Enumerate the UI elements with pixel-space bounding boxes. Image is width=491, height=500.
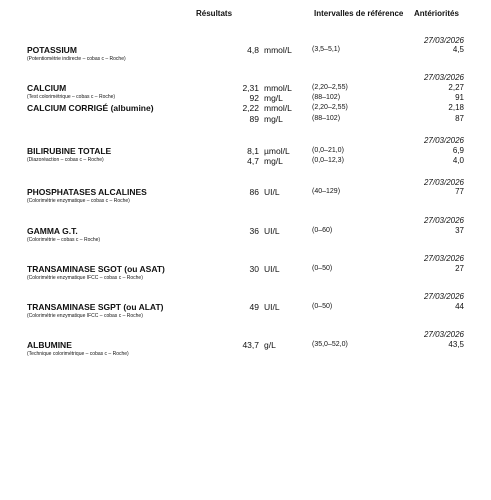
test-name: TRANSAMINASE SGOT (ou ASAT)	[27, 264, 165, 274]
result-value: 36	[249, 226, 259, 236]
reference-range: (35,0–52,0)	[312, 341, 348, 348]
reference-range: (88–102)	[312, 94, 341, 101]
result-value: 89	[249, 114, 259, 124]
result-unit: mg/L	[264, 93, 283, 103]
reference-range: (0–50)	[312, 265, 333, 272]
prior-date: 27/03/2026	[423, 73, 464, 82]
result-value: 43,7	[242, 340, 259, 350]
result-unit: UI/L	[264, 264, 280, 274]
reference-range: (40–129)	[312, 188, 341, 195]
prior-value: 2,27	[448, 83, 464, 92]
test-name: GAMMA G.T.	[27, 226, 78, 236]
prior-value: 87	[455, 114, 464, 123]
result-unit: mg/L	[264, 156, 283, 166]
prior-date: 27/03/2026	[423, 136, 464, 145]
result-value: 30	[249, 264, 259, 274]
result-unit: g/L	[264, 340, 276, 350]
prior-value: 44	[455, 302, 464, 311]
test-name: ALBUMINE	[27, 340, 72, 350]
result-unit: mmol/L	[264, 45, 292, 55]
test-method: (Technique colorimétrique – cobas c – Roche)	[27, 351, 129, 357]
test-method: (Diazoréaction – cobas c – Roche)	[27, 157, 104, 163]
prior-value: 27	[455, 264, 464, 273]
prior-value: 4,5	[452, 45, 464, 54]
result-unit: mg/L	[264, 114, 283, 124]
reference-range: (0,0–12,3)	[312, 157, 344, 164]
prior-date: 27/03/2026	[423, 330, 464, 339]
prior-date: 27/03/2026	[423, 292, 464, 301]
reference-range: (0–50)	[312, 303, 333, 310]
column-header-results: Résultats	[196, 9, 233, 18]
prior-value: 43,5	[448, 340, 464, 349]
result-unit: UI/L	[264, 187, 280, 197]
test-name: BILIRUBINE TOTALE	[27, 146, 112, 156]
prior-date: 27/03/2026	[423, 254, 464, 263]
column-header-prior: Antériorités	[414, 9, 459, 18]
result-unit: UI/L	[264, 302, 280, 312]
result-unit: mmol/L	[264, 83, 292, 93]
result-value: 2,22	[242, 103, 259, 113]
prior-date: 27/03/2026	[423, 216, 464, 225]
result-value: 4,8	[247, 45, 259, 55]
test-name: TRANSAMINASE SGPT (ou ALAT)	[27, 302, 164, 312]
prior-date: 27/03/2026	[423, 36, 464, 45]
prior-value: 2,18	[448, 103, 464, 112]
reference-range: (2,20–2,55)	[312, 104, 348, 111]
test-method: (Colorimétrie – cobas c – Roche)	[27, 237, 101, 243]
result-value: 92	[249, 93, 259, 103]
result-unit: UI/L	[264, 226, 280, 236]
test-method: (Colorimétrie enzymatique – cobas c – Roche)	[27, 198, 130, 204]
result-unit: µmol/L	[264, 146, 290, 156]
result-value: 8,1	[247, 146, 259, 156]
test-name: CALCIUM CORRIGÉ (albumine)	[27, 103, 154, 113]
test-method: (Potentiométrie indirecte – cobas c – Roche)	[27, 56, 126, 62]
prior-value: 91	[455, 93, 464, 102]
test-name: POTASSIUM	[27, 45, 77, 55]
result-value: 4,7	[247, 156, 259, 166]
result-value: 86	[249, 187, 259, 197]
prior-date: 27/03/2026	[423, 178, 464, 187]
test-method: (Colorimétrie enzymatique IFCC – cobas c – Roche)	[27, 275, 143, 281]
reference-range: (0,0–21,0)	[312, 147, 344, 154]
prior-value: 77	[455, 187, 464, 196]
reference-range: (3,5–5,1)	[312, 46, 341, 53]
reference-range: (2,20–2,55)	[312, 84, 348, 91]
test-name: PHOSPHATASES ALCALINES	[27, 187, 147, 197]
column-header-ranges: Intervalles de référence	[314, 9, 404, 18]
test-name: CALCIUM	[27, 83, 67, 93]
result-value: 2,31	[242, 83, 259, 93]
test-method: (Colorimétrie enzymatique IFCC – cobas c – Roche)	[27, 313, 143, 319]
result-value: 49	[249, 302, 259, 312]
prior-value: 6,9	[452, 146, 464, 155]
prior-value: 4,0	[452, 156, 464, 165]
test-method: (Test colorimétrique – cobas c – Roche)	[27, 94, 116, 100]
reference-range: (88–102)	[312, 115, 341, 122]
result-unit: mmol/L	[264, 103, 292, 113]
reference-range: (0–60)	[312, 227, 333, 234]
prior-value: 37	[455, 226, 464, 235]
